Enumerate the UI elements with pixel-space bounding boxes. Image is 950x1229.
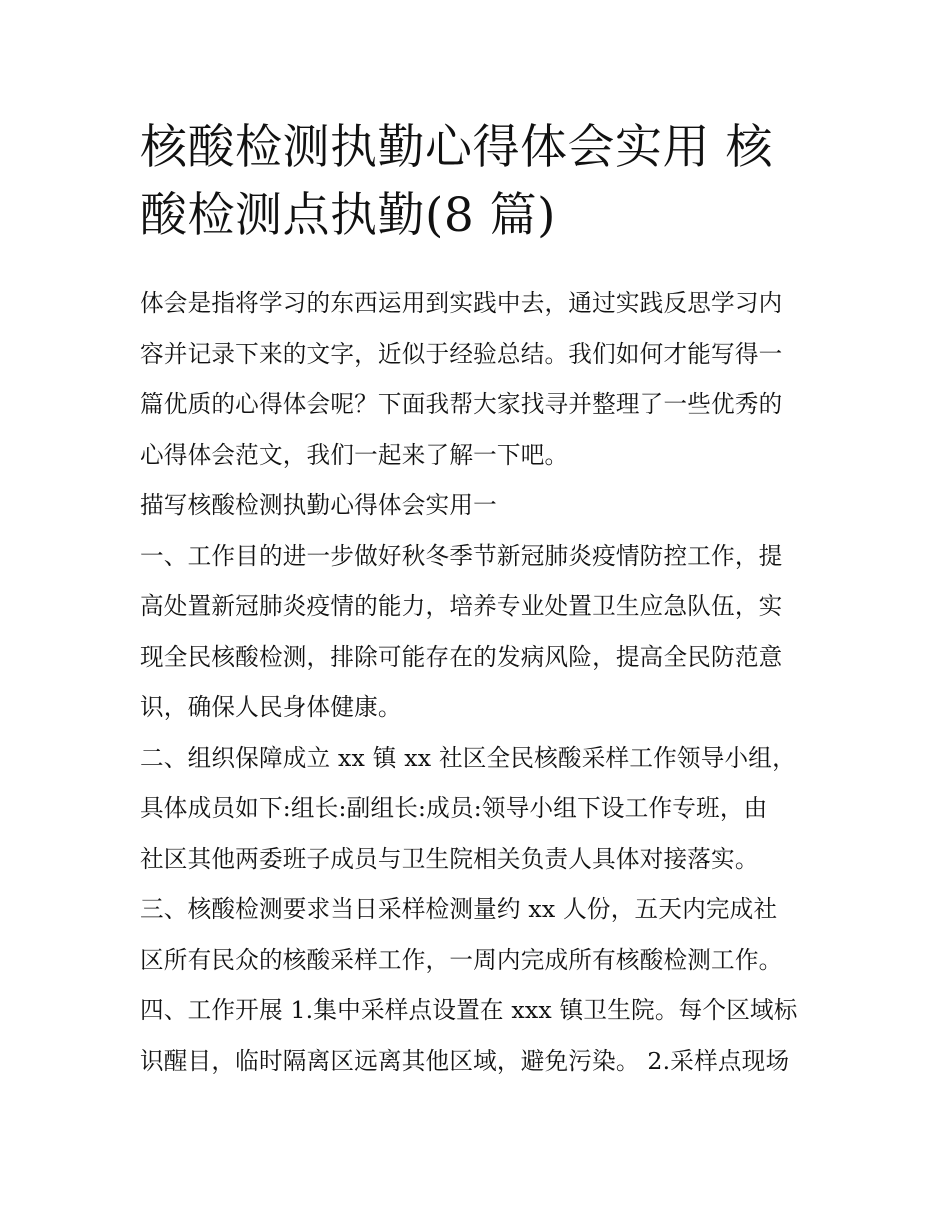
document-body <box>140 278 820 1086</box>
body-line: 一、工作目的进一步做好秋冬季节新冠肺炎疫情防控工作，提 <box>140 541 783 570</box>
section-heading: 描写核酸检测执勤心得体会实用一 <box>140 491 497 519</box>
title-line-1: 核酸检测执勤心得体会实用 核 <box>140 120 773 175</box>
body-line: 三、核酸检测要求当日采样检测量约 xx 人份，五天内完成社 <box>140 895 778 923</box>
body-line: 识，确保人民身体健康。 <box>140 693 402 721</box>
body-line: 具体成员如下:组长:副组长:成员:领导小组下设工作专班，由 <box>140 794 768 822</box>
body-line: 心得体会范文，我们一起来了解一下吧。 <box>140 440 569 469</box>
document-title <box>140 114 820 250</box>
body-line: 四、工作开展 1.集中采样点设置在 xxx 镇卫生院。每个区域标 <box>140 996 798 1024</box>
body-line: 体会是指将学习的东西运用到实践中去，通过实践反思学习内 <box>140 289 783 317</box>
body-line: 二、组织保障成立 xx 镇 xx 社区全民核酸采样工作领导小组， <box>140 743 796 772</box>
title-line-2: 酸检测点执勤(8 篇) <box>140 188 557 243</box>
body-line: 篇优质的心得体会呢？下面我帮大家找寻并整理了一些优秀的 <box>140 390 783 418</box>
body-line: 现全民核酸检测，排除可能存在的发病风险，提高全民防范意 <box>140 642 783 671</box>
body-line: 高处置新冠肺炎疫情的能力，培养专业处置卫生应急队伍，实 <box>140 592 783 620</box>
body-line: 社区其他两委班子成员与卫生院相关负责人具体对接落实。 <box>140 844 759 873</box>
body-line: 容并记录下来的文字，近似于经验总结。我们如何才能写得一 <box>140 339 783 368</box>
body-line: 识醒目，临时隔离区远离其他区域，避免污染。 2.采样点现场 <box>140 1046 790 1075</box>
body-line: 区所有民众的核酸采样工作，一周内完成所有核酸检测工作。 <box>140 945 783 974</box>
